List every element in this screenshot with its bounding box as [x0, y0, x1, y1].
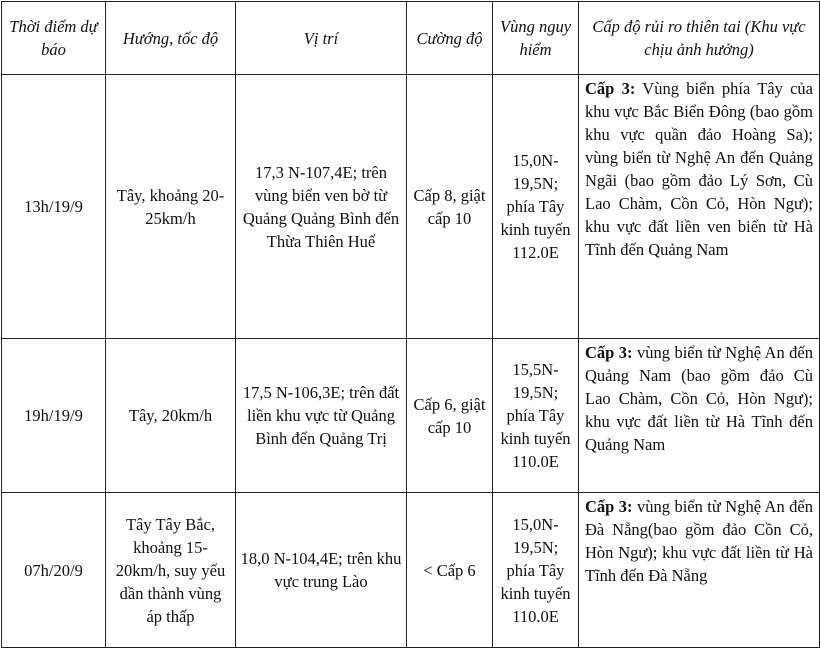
header-position: Vị trí — [236, 2, 407, 75]
risk-area-text: Vùng biển phía Tây của khu vực Bắc Biển Đông (bao gồm khu vực quần đảo Hoàng Sa); vùng biển từ Nghệ An đến Quảng Ngãi (bao gồm đảo Lý Sơn, Cù Lao Chàm, Cồn Cỏ, Hòn Ngư); khu vực đất liền ven biển từ Hà Tĩnh đến Quảng Nam — [585, 79, 814, 259]
risk-area-text: vùng biển từ Nghệ An đến Đà Nẵng(bao gồm đảo Cồn Cỏ, Hòn Ngư); khu vực đất liền từ Hà Tĩnh đến Đà Nẵng — [585, 497, 813, 585]
cell-danger-zone: 15,0N-19,5N; phía Tây kinh tuyến 110.0E — [493, 493, 579, 648]
header-risk-level: Cấp độ rủi ro thiên tai (Khu vực chịu ảnh hưởng) — [579, 2, 820, 75]
cell-intensity: < Cấp 6 — [407, 493, 493, 648]
cell-danger-zone: 15,0N-19,5N; phía Tây kinh tuyến 112.0E — [493, 75, 579, 339]
cell-time: 19h/19/9 — [2, 339, 106, 493]
cell-intensity: Cấp 8, giật cấp 10 — [407, 75, 493, 339]
header-direction: Hướng, tốc độ — [106, 2, 236, 75]
cell-direction: Tây, 20km/h — [106, 339, 236, 493]
table-row — [2, 339, 820, 493]
header-time: Thời điểm dự báo — [2, 2, 106, 75]
cell-risk — [579, 339, 820, 493]
cell-position: 17,3 N-107,4E; trên vùng biển ven bờ từ Quảng Quảng Bình đến Thừa Thiên Huế — [236, 75, 407, 339]
table-row — [2, 493, 820, 648]
risk-level-label: Cấp 3: — [585, 497, 633, 516]
cell-intensity: Cấp 6, giật cấp 10 — [407, 339, 493, 493]
cell-danger-zone: 15,5N-19,5N; phía Tây kinh tuyến 110.0E — [493, 339, 579, 493]
risk-area-text: vùng biển từ Nghệ An đến Quảng Nam (bao gồm đảo Cù Lao Chàm, Cồn Cỏ, Hòn Ngư); khu vực đất liền từ Hà Tĩnh đến Quảng Nam — [585, 343, 813, 454]
cell-risk — [579, 493, 820, 648]
header-row — [2, 2, 820, 75]
cell-direction: Tây, khoảng 20-25km/h — [106, 75, 236, 339]
cell-position: 17,5 N-106,3E; trên đất liền khu vực từ Quảng Bình đến Quảng Trị — [236, 339, 407, 493]
cell-risk — [579, 75, 820, 339]
cell-time: 13h/19/9 — [2, 75, 106, 339]
header-danger-zone: Vùng nguy hiểm — [493, 2, 579, 75]
risk-level-label: Cấp 3: — [585, 343, 633, 362]
cell-position: 18,0 N-104,4E; trên khu vực trung Lào — [236, 493, 407, 648]
header-intensity: Cường độ — [407, 2, 493, 75]
table-row — [2, 75, 820, 339]
risk-level-label: Cấp 3: — [585, 79, 636, 98]
cell-time: 07h/20/9 — [2, 493, 106, 648]
forecast-table — [1, 1, 820, 648]
cell-direction: Tây Tây Bắc, khoảng 15-20km/h, suy yếu dần thành vùng áp thấp — [106, 493, 236, 648]
